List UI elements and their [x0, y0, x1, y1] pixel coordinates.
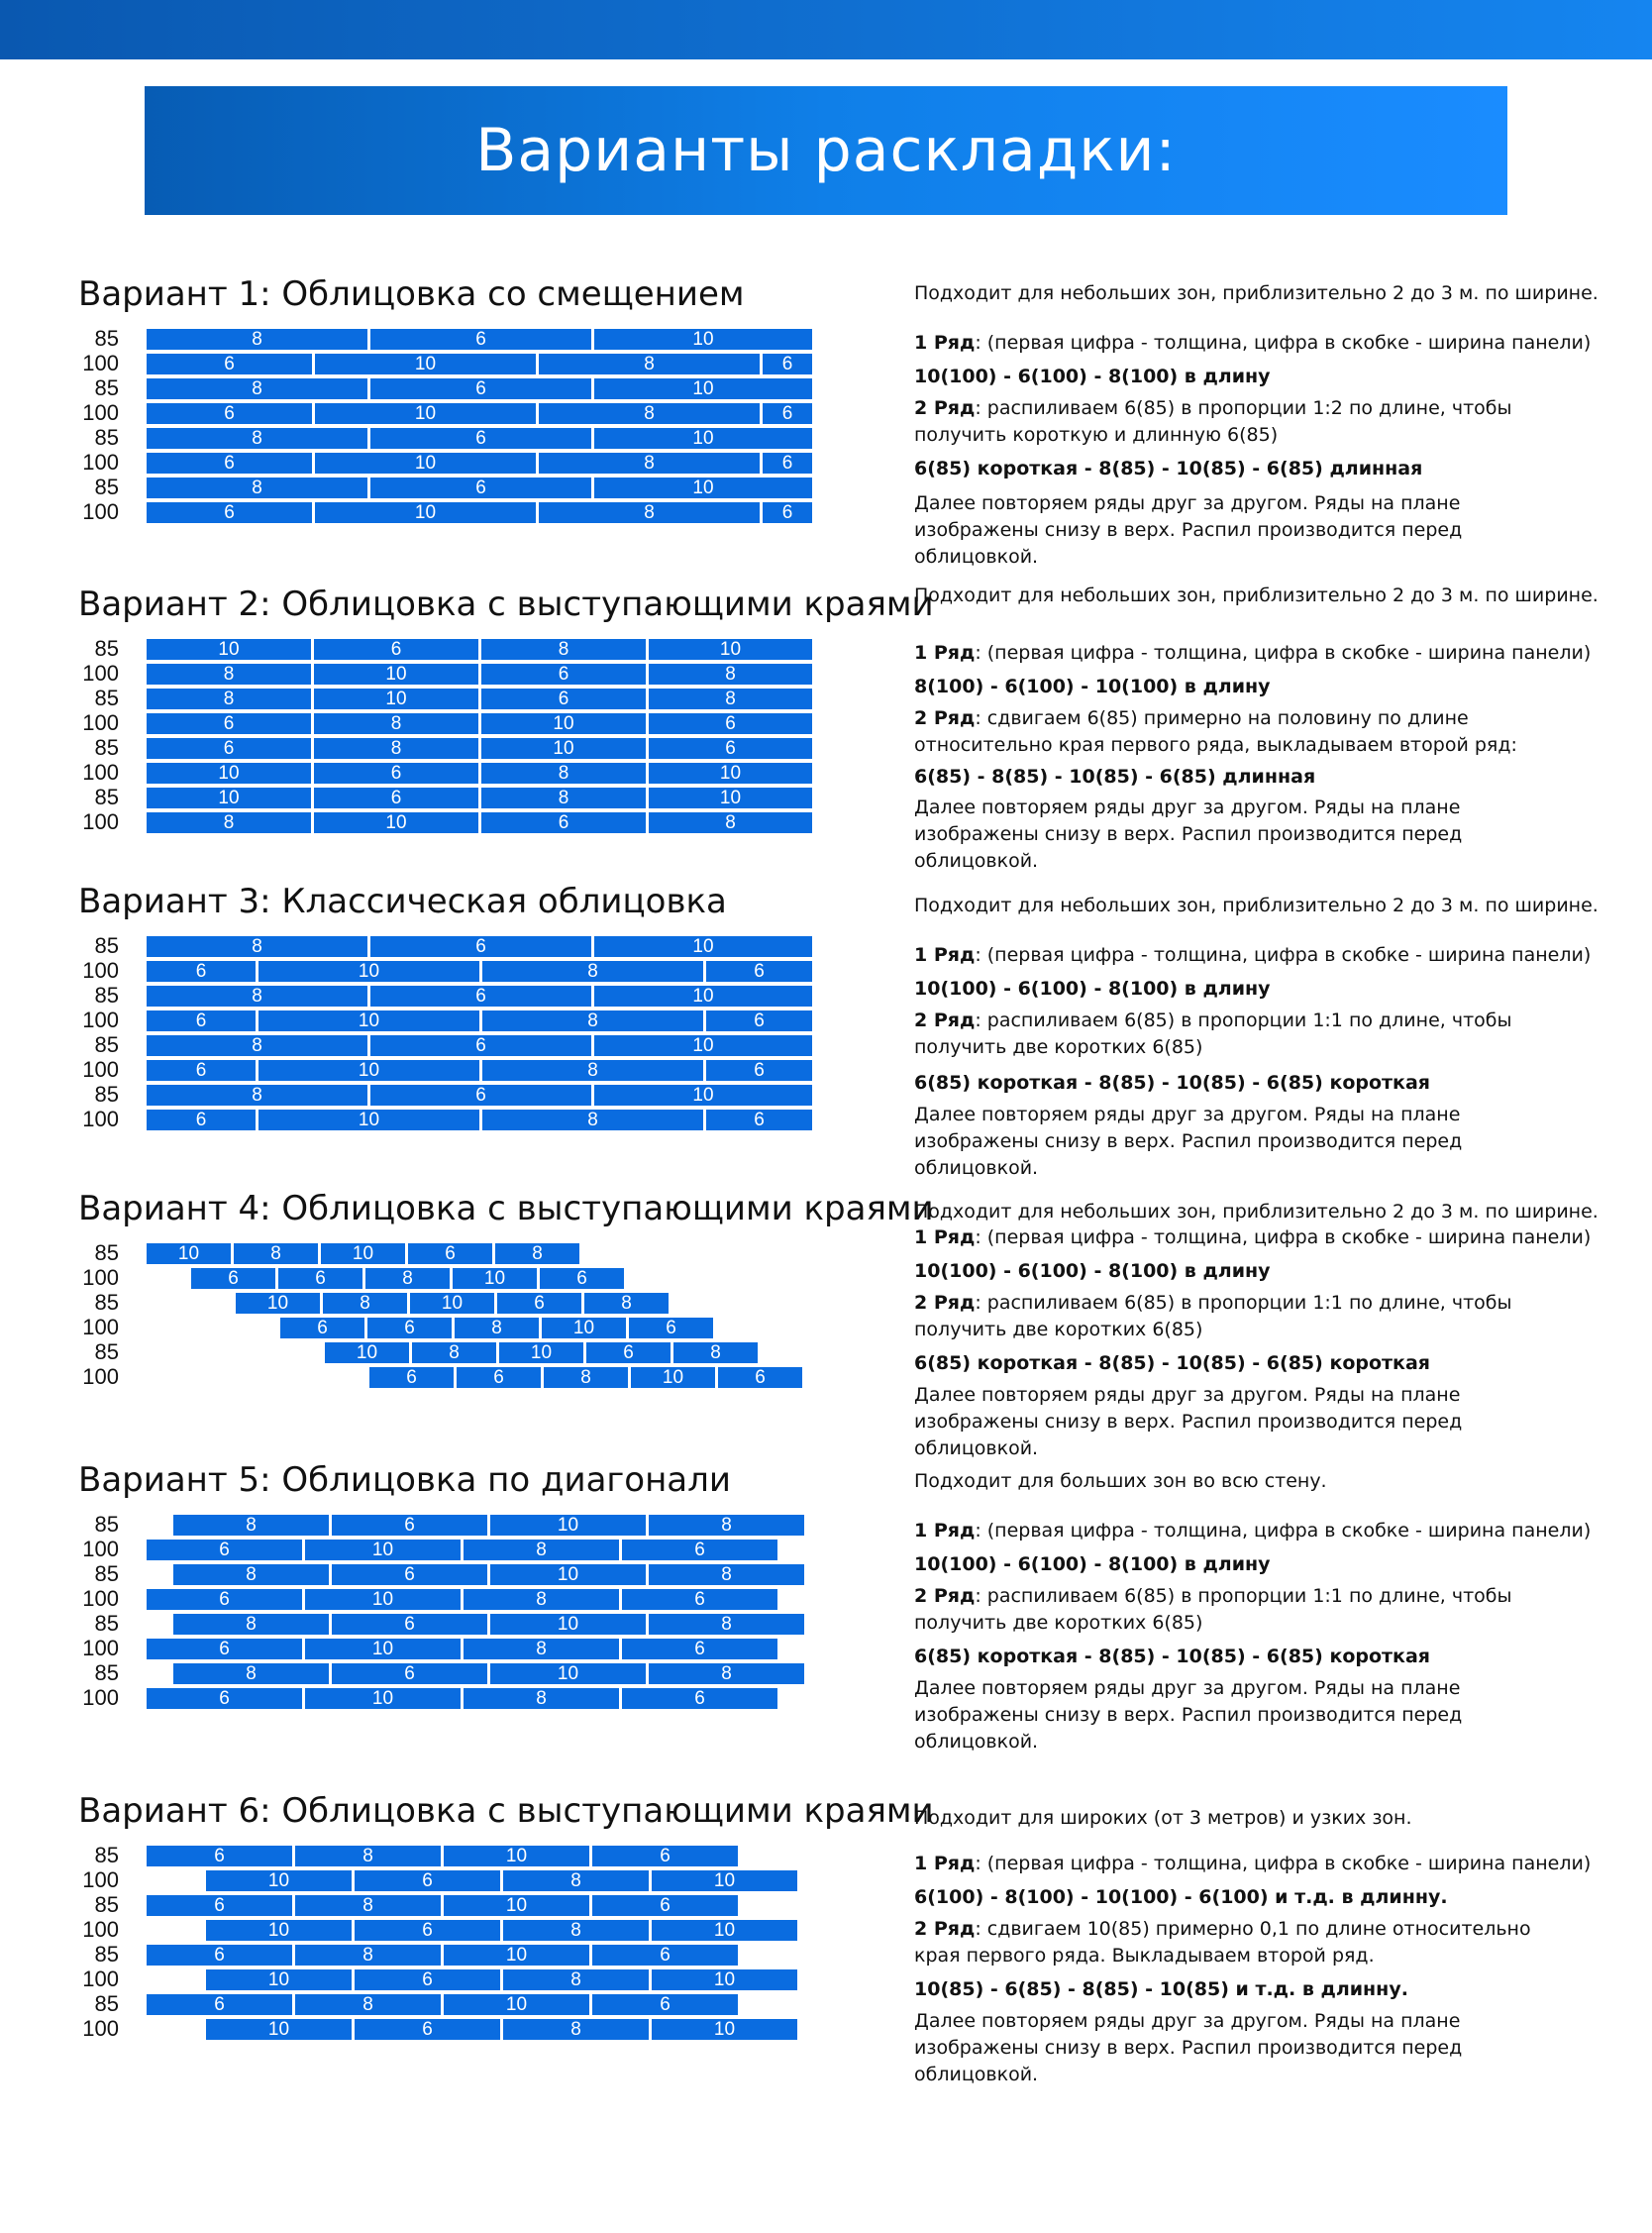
- row-thickness-label: 100: [82, 1917, 119, 1942]
- panel-brick: 10: [490, 1564, 646, 1585]
- panel-brick: 8: [495, 1243, 579, 1264]
- panel-brick: 6: [278, 1268, 362, 1289]
- panel-brick: 8: [503, 2019, 649, 2040]
- row-thickness-label: 85: [94, 1991, 119, 2016]
- row-thickness-label: 100: [82, 450, 119, 475]
- panel-brick: 10: [652, 1920, 797, 1941]
- suitability-text: Подходит для больших зон во всю стену.: [914, 1470, 1327, 1492]
- row-thickness-label: 85: [94, 1892, 119, 1917]
- panel-brick: 10: [258, 1060, 479, 1081]
- variant-description: [914, 882, 1607, 1179]
- row-thickness-label: 100: [82, 400, 119, 425]
- panel-brick: 6: [147, 1540, 302, 1560]
- row-thickness-label: 85: [94, 983, 119, 1008]
- suitability-text: Подходит для небольших зон, приблизительно 2 до 3 м. по ширине.: [914, 895, 1599, 916]
- panel-brick: 6: [370, 478, 591, 498]
- row2-formula: 6(85) короткая - 8(85) - 10(85) - 6(85) короткая: [914, 1352, 1430, 1374]
- row1-formula: 8(100) - 6(100) - 10(100) в длину: [914, 676, 1271, 697]
- row2-instruction: 2 Ряд: распиливаем 6(85) в пропорции 1:1 по длине, чтобы получить две коротких 6(85): [914, 1292, 1512, 1340]
- footer-note: Далее повторяем ряды друг за другом. Ряды на плане изображены снизу в верх. Распил производится перед облицовкой.: [914, 797, 1463, 872]
- panel-brick: 6: [622, 1688, 777, 1709]
- panel-brick: 8: [544, 1367, 628, 1388]
- panel-brick: 10: [315, 502, 536, 523]
- row-thickness-label: 85: [94, 636, 119, 661]
- panel-brick: 6: [370, 329, 591, 350]
- row-thickness-label: 85: [94, 1240, 119, 1265]
- panel-brick: 8: [147, 1035, 367, 1056]
- row-thickness-label: 100: [82, 1057, 119, 1082]
- row-thickness-label: 85: [94, 1082, 119, 1107]
- row-thickness-label: 85: [94, 1942, 119, 1967]
- row-thickness-label: 100: [82, 1636, 119, 1660]
- row-thickness-label: 85: [94, 1611, 119, 1636]
- row2-formula: 6(85) - 8(85) - 10(85) - 6(85) длинная: [914, 766, 1316, 788]
- panel-brick: 6: [540, 1268, 624, 1289]
- panel-brick: 8: [147, 664, 311, 685]
- panel-brick: 6: [355, 1969, 500, 1990]
- panel-brick: 8: [464, 1540, 619, 1560]
- panel-brick: 10: [594, 329, 812, 350]
- variant-title: Вариант 3: Классическая облицовка: [78, 882, 727, 921]
- panel-brick: 6: [622, 1540, 777, 1560]
- panel-brick: 6: [763, 502, 812, 523]
- row1-instruction: 1 Ряд: (первая цифра - толщина, цифра в скобке - ширина панели): [914, 1520, 1592, 1542]
- panel-brick: 8: [503, 1969, 649, 1990]
- panel-brick: 8: [147, 478, 367, 498]
- panel-brick: 6: [706, 1010, 812, 1031]
- panel-brick: 8: [464, 1589, 619, 1610]
- row-thickness-label: 85: [94, 375, 119, 400]
- panel-brick: 10: [147, 763, 311, 784]
- row-thickness-label: 85: [94, 785, 119, 809]
- row1-formula: 6(100) - 8(100) - 10(100) - 6(100) и т.д. в длинну.: [914, 1886, 1448, 1908]
- panel-brick: 8: [481, 788, 646, 808]
- panel-brick: 8: [464, 1639, 619, 1659]
- panel-brick: 10: [499, 1342, 583, 1363]
- panel-brick: 8: [584, 1293, 669, 1314]
- panel-brick: 8: [147, 428, 367, 449]
- panel-brick: 10: [305, 1688, 461, 1709]
- panel-brick: 6: [481, 689, 646, 709]
- row-thickness-label: 100: [82, 760, 119, 785]
- panel-brick: 10: [481, 738, 646, 759]
- panel-brick: 6: [370, 986, 591, 1007]
- panel-brick: 6: [147, 354, 312, 374]
- row-thickness-label: 100: [82, 1537, 119, 1561]
- panel-brick: 8: [503, 1920, 649, 1941]
- panel-brick: 10: [147, 788, 311, 808]
- row-thickness-label: 85: [94, 686, 119, 710]
- row1-instruction: 1 Ряд: (первая цифра - толщина, цифра в скобке - ширина панели): [914, 1853, 1592, 1874]
- panel-brick: 6: [457, 1367, 541, 1388]
- panel-brick: 6: [370, 1035, 591, 1056]
- panel-brick: 10: [321, 1243, 405, 1264]
- panel-brick: 10: [594, 428, 812, 449]
- panel-brick: 8: [539, 502, 760, 523]
- panel-brick: 8: [482, 1010, 703, 1031]
- panel-brick: 8: [539, 354, 760, 374]
- variant-title: Вариант 5: Облицовка по диагонали: [78, 1460, 731, 1500]
- panel-brick: 10: [594, 478, 812, 498]
- panel-brick: 6: [147, 1994, 292, 2015]
- panel-brick: 6: [370, 378, 591, 399]
- row-thickness-label: 85: [94, 933, 119, 958]
- row-thickness-label: 100: [82, 710, 119, 735]
- panel-brick: 10: [315, 453, 536, 474]
- panel-brick: 6: [622, 1639, 777, 1659]
- panel-brick: 10: [315, 354, 536, 374]
- panel-brick: 10: [305, 1589, 461, 1610]
- row-thickness-label: 100: [82, 1107, 119, 1131]
- top-accent-bar: [0, 0, 1652, 59]
- panel-brick: 10: [315, 403, 536, 424]
- row-thickness-label: 100: [82, 1867, 119, 1892]
- panel-brick: 10: [542, 1318, 626, 1338]
- row-thickness-label: 100: [82, 499, 119, 524]
- row2-formula: 6(85) короткая - 8(85) - 10(85) - 6(85) короткая: [914, 1072, 1430, 1094]
- panel-brick: 8: [147, 1085, 367, 1106]
- panel-brick: 8: [173, 1564, 329, 1585]
- panel-brick: 6: [706, 1110, 812, 1130]
- panel-brick: 8: [173, 1614, 329, 1635]
- row-thickness-label: 100: [82, 958, 119, 983]
- row-thickness-label: 85: [94, 1290, 119, 1315]
- panel-brick: 8: [412, 1342, 496, 1363]
- panel-brick: 6: [763, 403, 812, 424]
- panel-brick: 8: [649, 1663, 804, 1684]
- panel-brick: 10: [594, 936, 812, 957]
- panel-brick: 6: [481, 664, 646, 685]
- panel-brick: 6: [622, 1589, 777, 1610]
- panel-brick: 6: [332, 1564, 487, 1585]
- row1-formula: 10(100) - 6(100) - 8(100) в длину: [914, 366, 1271, 387]
- panel-brick: 6: [332, 1614, 487, 1635]
- panel-brick: 6: [706, 961, 812, 982]
- row2-instruction: 2 Ряд: сдвигаем 6(85) примерно на половину по длине относительно края первого ряда, выкладываем второй ряд:: [914, 707, 1517, 756]
- variant-description: [914, 274, 1607, 568]
- panel-brick: 8: [539, 403, 760, 424]
- panel-brick: 6: [280, 1318, 364, 1338]
- panel-brick: 6: [370, 936, 591, 957]
- footer-note: Далее повторяем ряды друг за другом. Ряды на плане изображены снизу в верх. Распил производится перед облицовкой.: [914, 1104, 1463, 1179]
- row1-formula: 10(100) - 6(100) - 8(100) в длину: [914, 978, 1271, 1000]
- panel-brick: 10: [490, 1515, 646, 1536]
- variant-title: Вариант 6: Облицовка с выступающими краями: [78, 1791, 934, 1831]
- row-thickness-label: 85: [94, 1660, 119, 1685]
- variant-section: [0, 882, 1652, 1179]
- variant-description: [914, 1460, 1607, 1753]
- row-thickness-label: 85: [94, 425, 119, 450]
- panel-brick: 10: [631, 1367, 715, 1388]
- page-header-banner: [145, 86, 1507, 215]
- panel-brick: 6: [147, 1110, 256, 1130]
- row-thickness-label: 85: [94, 326, 119, 351]
- panel-brick: 6: [369, 1367, 454, 1388]
- panel-brick: 8: [147, 936, 367, 957]
- footer-note: Далее повторяем ряды друг за другом. Ряды на плане изображены снизу в верх. Распил производится перед облицовкой.: [914, 2010, 1463, 2085]
- panel-brick: 10: [490, 1614, 646, 1635]
- panel-brick: 8: [481, 639, 646, 660]
- panel-brick: 10: [305, 1639, 461, 1659]
- panel-brick: 10: [258, 1010, 479, 1031]
- panel-brick: 8: [482, 1110, 703, 1130]
- row1-formula: 10(100) - 6(100) - 8(100) в длину: [914, 1260, 1271, 1282]
- panel-brick: 6: [629, 1318, 713, 1338]
- suitability-text: Подходит для небольших зон, приблизительно 2 до 3 м. по ширине.: [914, 1201, 1599, 1223]
- row1-instruction: 1 Ряд: (первая цифра - толщина, цифра в скобке - ширина панели): [914, 642, 1592, 664]
- variant-description: [914, 1189, 1607, 1476]
- panel-brick: 10: [481, 713, 646, 734]
- panel-brick: 10: [594, 1085, 812, 1106]
- panel-brick: 6: [497, 1293, 581, 1314]
- panel-brick: 6: [332, 1515, 487, 1536]
- panel-brick: 8: [649, 1515, 804, 1536]
- row2-instruction: 2 Ряд: сдвигаем 10(85) примерно 0,1 по длине относительно края первого ряда. Выкладываем второй ряд.: [914, 1918, 1531, 1967]
- row2-instruction: 2 Ряд: распиливаем 6(85) в пропорции 1:2 по длине, чтобы получить короткую и длинную 6(85): [914, 397, 1512, 446]
- row2-formula: 6(85) короткая - 8(85) - 10(85) - 6(85) короткая: [914, 1646, 1430, 1667]
- row-thickness-label: 85: [94, 1339, 119, 1364]
- panel-brick: 6: [332, 1663, 487, 1684]
- panel-brick: 8: [147, 986, 367, 1007]
- panel-brick: 10: [594, 378, 812, 399]
- panel-brick: 8: [147, 378, 367, 399]
- panel-brick: 10: [649, 639, 812, 660]
- panel-brick: 6: [586, 1342, 671, 1363]
- panel-brick: 6: [147, 738, 311, 759]
- panel-brick: 10: [147, 1243, 231, 1264]
- panel-brick: 10: [649, 788, 812, 808]
- panel-brick: 10: [206, 1969, 352, 1990]
- panel-brick: 8: [481, 763, 646, 784]
- panel-brick: 8: [365, 1268, 450, 1289]
- row-thickness-label: 85: [94, 1032, 119, 1057]
- panel-brick: 6: [147, 1688, 302, 1709]
- panel-brick: 8: [482, 1060, 703, 1081]
- panel-brick: 8: [649, 812, 812, 833]
- row-thickness-label: 85: [94, 1512, 119, 1537]
- variant-title: Вариант 4: Облицовка с выступающими краями: [78, 1189, 934, 1228]
- panel-brick: 10: [444, 1846, 589, 1866]
- row2-instruction: 2 Ряд: распиливаем 6(85) в пропорции 1:1 по длине, чтобы получить две коротких 6(85): [914, 1585, 1512, 1634]
- variant-section: [0, 1791, 1652, 2085]
- panel-brick: 6: [355, 1870, 500, 1891]
- panel-brick: 10: [147, 639, 311, 660]
- panel-brick: 8: [295, 1994, 441, 2015]
- row2-formula: 10(85) - 6(85) - 8(85) - 10(85) и т.д. в длинну.: [914, 1978, 1408, 2000]
- footer-note: Далее повторяем ряды друг за другом. Ряды на плане изображены снизу в верх. Распил производится перед облицовкой.: [914, 492, 1463, 568]
- panel-brick: 6: [649, 713, 812, 734]
- panel-brick: 6: [314, 788, 478, 808]
- panel-brick: 6: [147, 1945, 292, 1966]
- panel-brick: 8: [234, 1243, 318, 1264]
- panel-brick: 6: [370, 1085, 591, 1106]
- panel-brick: 10: [258, 1110, 479, 1130]
- panel-brick: 6: [147, 502, 312, 523]
- panel-brick: 6: [592, 1945, 738, 1966]
- variant-description: [914, 585, 1607, 872]
- panel-brick: 10: [649, 763, 812, 784]
- panel-brick: 10: [206, 2019, 352, 2040]
- panel-brick: 10: [314, 689, 478, 709]
- panel-brick: 8: [295, 1846, 441, 1866]
- row-thickness-label: 85: [94, 735, 119, 760]
- panel-brick: 10: [410, 1293, 494, 1314]
- row-thickness-label: 100: [82, 1364, 119, 1389]
- panel-brick: 10: [314, 812, 478, 833]
- page-title: Варианты раскладки:: [475, 116, 1177, 185]
- panel-brick: 6: [355, 2019, 500, 2040]
- panel-brick: 10: [314, 664, 478, 685]
- panel-brick: 6: [649, 738, 812, 759]
- panel-brick: 10: [594, 986, 812, 1007]
- panel-brick: 8: [173, 1515, 329, 1536]
- row-thickness-label: 100: [82, 1315, 119, 1339]
- panel-brick: 8: [147, 329, 367, 350]
- panel-brick: 6: [481, 812, 646, 833]
- row-thickness-label: 100: [82, 809, 119, 834]
- panel-brick: 10: [444, 1945, 589, 1966]
- panel-brick: 6: [592, 1994, 738, 2015]
- panel-brick: 6: [763, 453, 812, 474]
- suitability-text: Подходит для небольших зон, приблизительно 2 до 3 м. по ширине.: [914, 282, 1599, 304]
- panel-brick: 8: [539, 453, 760, 474]
- panel-brick: 10: [490, 1663, 646, 1684]
- panel-brick: 6: [147, 713, 311, 734]
- variant-section: [0, 274, 1652, 568]
- variant-section: [0, 1189, 1652, 1476]
- panel-brick: 10: [453, 1268, 537, 1289]
- panel-brick: 10: [652, 1870, 797, 1891]
- row-thickness-label: 100: [82, 1586, 119, 1611]
- panel-brick: 6: [147, 1895, 292, 1916]
- panel-brick: 6: [147, 1846, 292, 1866]
- row-thickness-label: 100: [82, 1685, 119, 1710]
- panel-brick: 8: [482, 961, 703, 982]
- suitability-text: Подходит для небольших зон, приблизительно 2 до 3 м. по ширине.: [914, 585, 1599, 606]
- panel-brick: 6: [367, 1318, 452, 1338]
- row-thickness-label: 100: [82, 2016, 119, 2041]
- panel-brick: 10: [652, 2019, 797, 2040]
- footer-note: Далее повторяем ряды друг за другом. Ряды на плане изображены снизу в верх. Распил производится перед облицовкой.: [914, 1384, 1463, 1459]
- row1-instruction: 1 Ряд: (первая цифра - толщина, цифра в скобке - ширина панели): [914, 944, 1592, 966]
- suitability-text: Подходит для широких (от 3 метров) и узких зон.: [914, 1807, 1412, 1829]
- panel-brick: 6: [191, 1268, 275, 1289]
- panel-brick: 8: [649, 1564, 804, 1585]
- panel-brick: 8: [455, 1318, 539, 1338]
- panel-brick: 10: [444, 1895, 589, 1916]
- panel-brick: 6: [147, 403, 312, 424]
- panel-brick: 6: [718, 1367, 802, 1388]
- panel-brick: 8: [673, 1342, 758, 1363]
- panel-brick: 6: [147, 1639, 302, 1659]
- panel-brick: 8: [147, 689, 311, 709]
- panel-brick: 10: [258, 961, 479, 982]
- row-thickness-label: 85: [94, 1561, 119, 1586]
- panel-brick: 8: [295, 1945, 441, 1966]
- panel-brick: 8: [503, 1870, 649, 1891]
- panel-brick: 10: [236, 1293, 320, 1314]
- panel-brick: 6: [147, 1589, 302, 1610]
- panel-brick: 6: [706, 1060, 812, 1081]
- row2-formula: 6(85) короткая - 8(85) - 10(85) - 6(85) длинная: [914, 458, 1423, 479]
- row1-instruction: 1 Ряд: (первая цифра - толщина, цифра в скобке - ширина панели): [914, 1226, 1592, 1248]
- panel-brick: 6: [763, 354, 812, 374]
- row1-instruction: 1 Ряд: (первая цифра - толщина, цифра в скобке - ширина панели): [914, 332, 1592, 354]
- panel-brick: 8: [295, 1895, 441, 1916]
- panel-brick: 8: [314, 713, 478, 734]
- row-thickness-label: 100: [82, 661, 119, 686]
- panel-brick: 6: [147, 453, 312, 474]
- panel-brick: 6: [370, 428, 591, 449]
- panel-brick: 8: [314, 738, 478, 759]
- row-thickness-label: 100: [82, 1967, 119, 1991]
- variant-title: Вариант 2: Облицовка с выступающими краями: [78, 585, 934, 624]
- panel-brick: 6: [408, 1243, 492, 1264]
- panel-brick: 10: [594, 1035, 812, 1056]
- panel-brick: 8: [147, 812, 311, 833]
- variant-section: [0, 1460, 1652, 1753]
- panel-brick: 8: [649, 689, 812, 709]
- row-thickness-label: 85: [94, 475, 119, 499]
- panel-brick: 6: [314, 763, 478, 784]
- panel-brick: 10: [206, 1920, 352, 1941]
- variant-title: Вариант 1: Облицовка со смещением: [78, 274, 745, 314]
- panel-brick: 6: [592, 1846, 738, 1866]
- row2-instruction: 2 Ряд: распиливаем 6(85) в пропорции 1:1 по длине, чтобы получить две коротких 6(85): [914, 1010, 1512, 1058]
- panel-brick: 6: [314, 639, 478, 660]
- variant-section: [0, 585, 1652, 872]
- panel-brick: 8: [649, 664, 812, 685]
- footer-note: Далее повторяем ряды друг за другом. Ряды на плане изображены снизу в верх. Распил производится перед облицовкой.: [914, 1677, 1463, 1753]
- panel-brick: 8: [464, 1688, 619, 1709]
- panel-brick: 8: [649, 1614, 804, 1635]
- panel-brick: 8: [173, 1663, 329, 1684]
- row1-formula: 10(100) - 6(100) - 8(100) в длину: [914, 1553, 1271, 1575]
- panel-brick: 10: [206, 1870, 352, 1891]
- variant-description: [914, 1791, 1607, 2085]
- panel-brick: 6: [355, 1920, 500, 1941]
- panel-brick: 10: [325, 1342, 409, 1363]
- row-thickness-label: 100: [82, 1265, 119, 1290]
- row-thickness-label: 85: [94, 1843, 119, 1867]
- panel-brick: 6: [147, 1060, 256, 1081]
- row-thickness-label: 100: [82, 1008, 119, 1032]
- panel-brick: 6: [147, 1010, 256, 1031]
- panel-brick: 10: [305, 1540, 461, 1560]
- panel-brick: 6: [147, 961, 256, 982]
- panel-brick: 10: [444, 1994, 589, 2015]
- panel-brick: 10: [652, 1969, 797, 1990]
- panel-brick: 6: [592, 1895, 738, 1916]
- row-thickness-label: 100: [82, 351, 119, 375]
- panel-brick: 8: [323, 1293, 407, 1314]
